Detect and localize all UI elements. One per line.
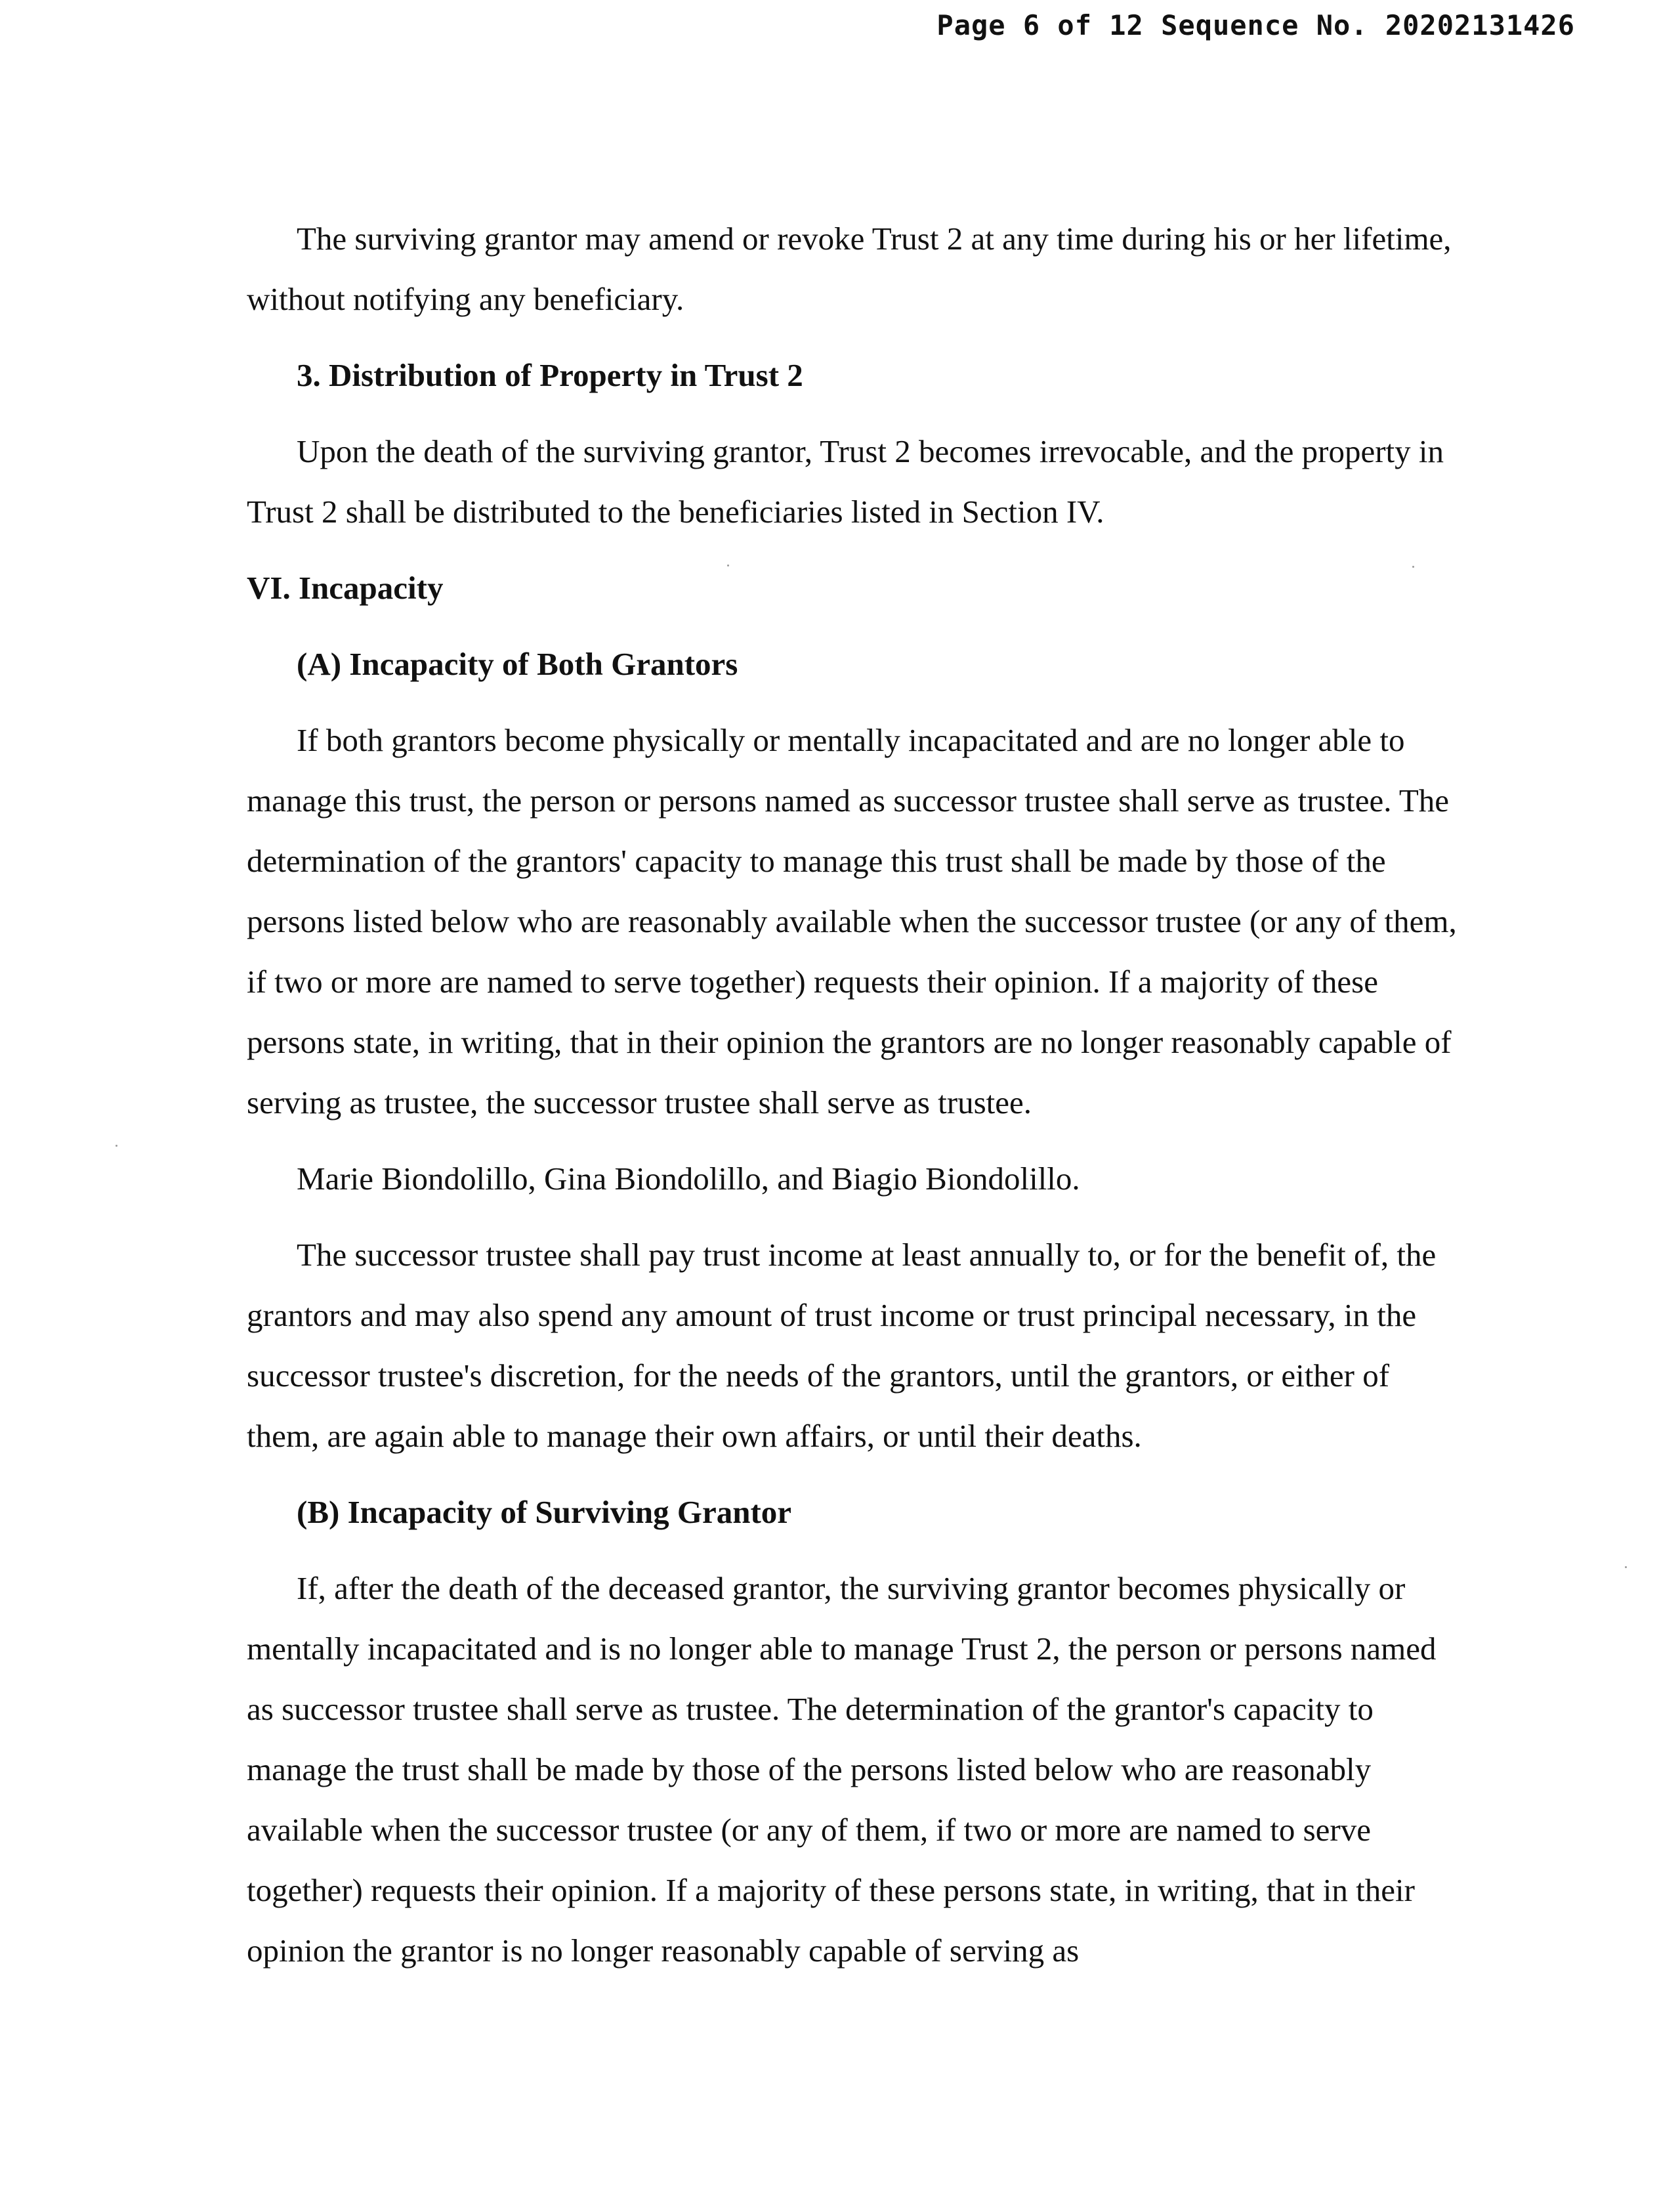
page-sequence-stamp: Page 6 of 12 Sequence No. 20202131426 — [936, 9, 1575, 41]
subsection-heading-surviving-grantor: (B) Incapacity of Surviving Grantor — [297, 1494, 792, 1530]
scan-speck — [727, 565, 729, 566]
scan-speck — [116, 1145, 117, 1147]
paragraph-named-persons: Marie Biondolillo, Gina Biondolillo, and Biagio Biondolillo. — [297, 1161, 1080, 1197]
paragraph-incapacity-surviving: If, after the death of the deceased grantor, the surviving grantor becomes physically or mentally incapacitated and is no longer able to manage Trust 2, the person or persons named as successor trustee shall serve as trustee. The determination of the grantor's capacity to manage the trust shall be made by those of the persons listed below who are reasonably available when the successor trustee (or any of them, if two or more are named to serve together) requests their opinion. If a majority of these persons state, in writing, that in their opinion the grantor is no longer reasonably capable of serving as — [247, 1570, 1437, 1969]
scan-speck — [1412, 566, 1414, 568]
paragraph-amend-revoke: The surviving grantor may amend or revoke Trust 2 at any time during his or her lifetime, without notifying any beneficiary. — [247, 221, 1452, 317]
paragraph-distribution: Upon the death of the surviving grantor, Trust 2 becomes irrevocable, and the property in Trust 2 shall be distributed to the beneficiaries listed in Section IV. — [247, 433, 1444, 530]
section-heading-distribution: 3. Distribution of Property in Trust 2 — [297, 357, 803, 393]
subsection-heading-both-grantors: (A) Incapacity of Both Grantors — [297, 646, 738, 682]
section-heading-incapacity: VI. Incapacity — [247, 570, 444, 606]
paragraph-trust-income: The successor trustee shall pay trust income at least annually to, or for the benefit of, the grantors and may also spend any amount of trust income or trust principal necessary, in the successor trustee's discretion, for the needs of the grantors, until the grantors, or either of them, are again able to manage their own affairs, or until their deaths. — [247, 1237, 1437, 1454]
document-body — [247, 209, 1467, 1997]
paragraph-incapacity-both: If both grantors become physically or mentally incapacitated and are no longer able to manage this trust, the person or persons named as successor trustee shall serve as trustee. The determination of the grantors' capacity to manage this trust shall be made by those of the persons listed below who are reasonably available when the successor trustee (or any of them, if two or more are named to serve together) requests their opinion. If a majority of these persons state, in writing, that in their opinion the grantors are no longer reasonably capable of serving as trustee, the successor trustee shall serve as trustee. — [247, 722, 1457, 1120]
scan-speck — [1625, 1566, 1627, 1568]
